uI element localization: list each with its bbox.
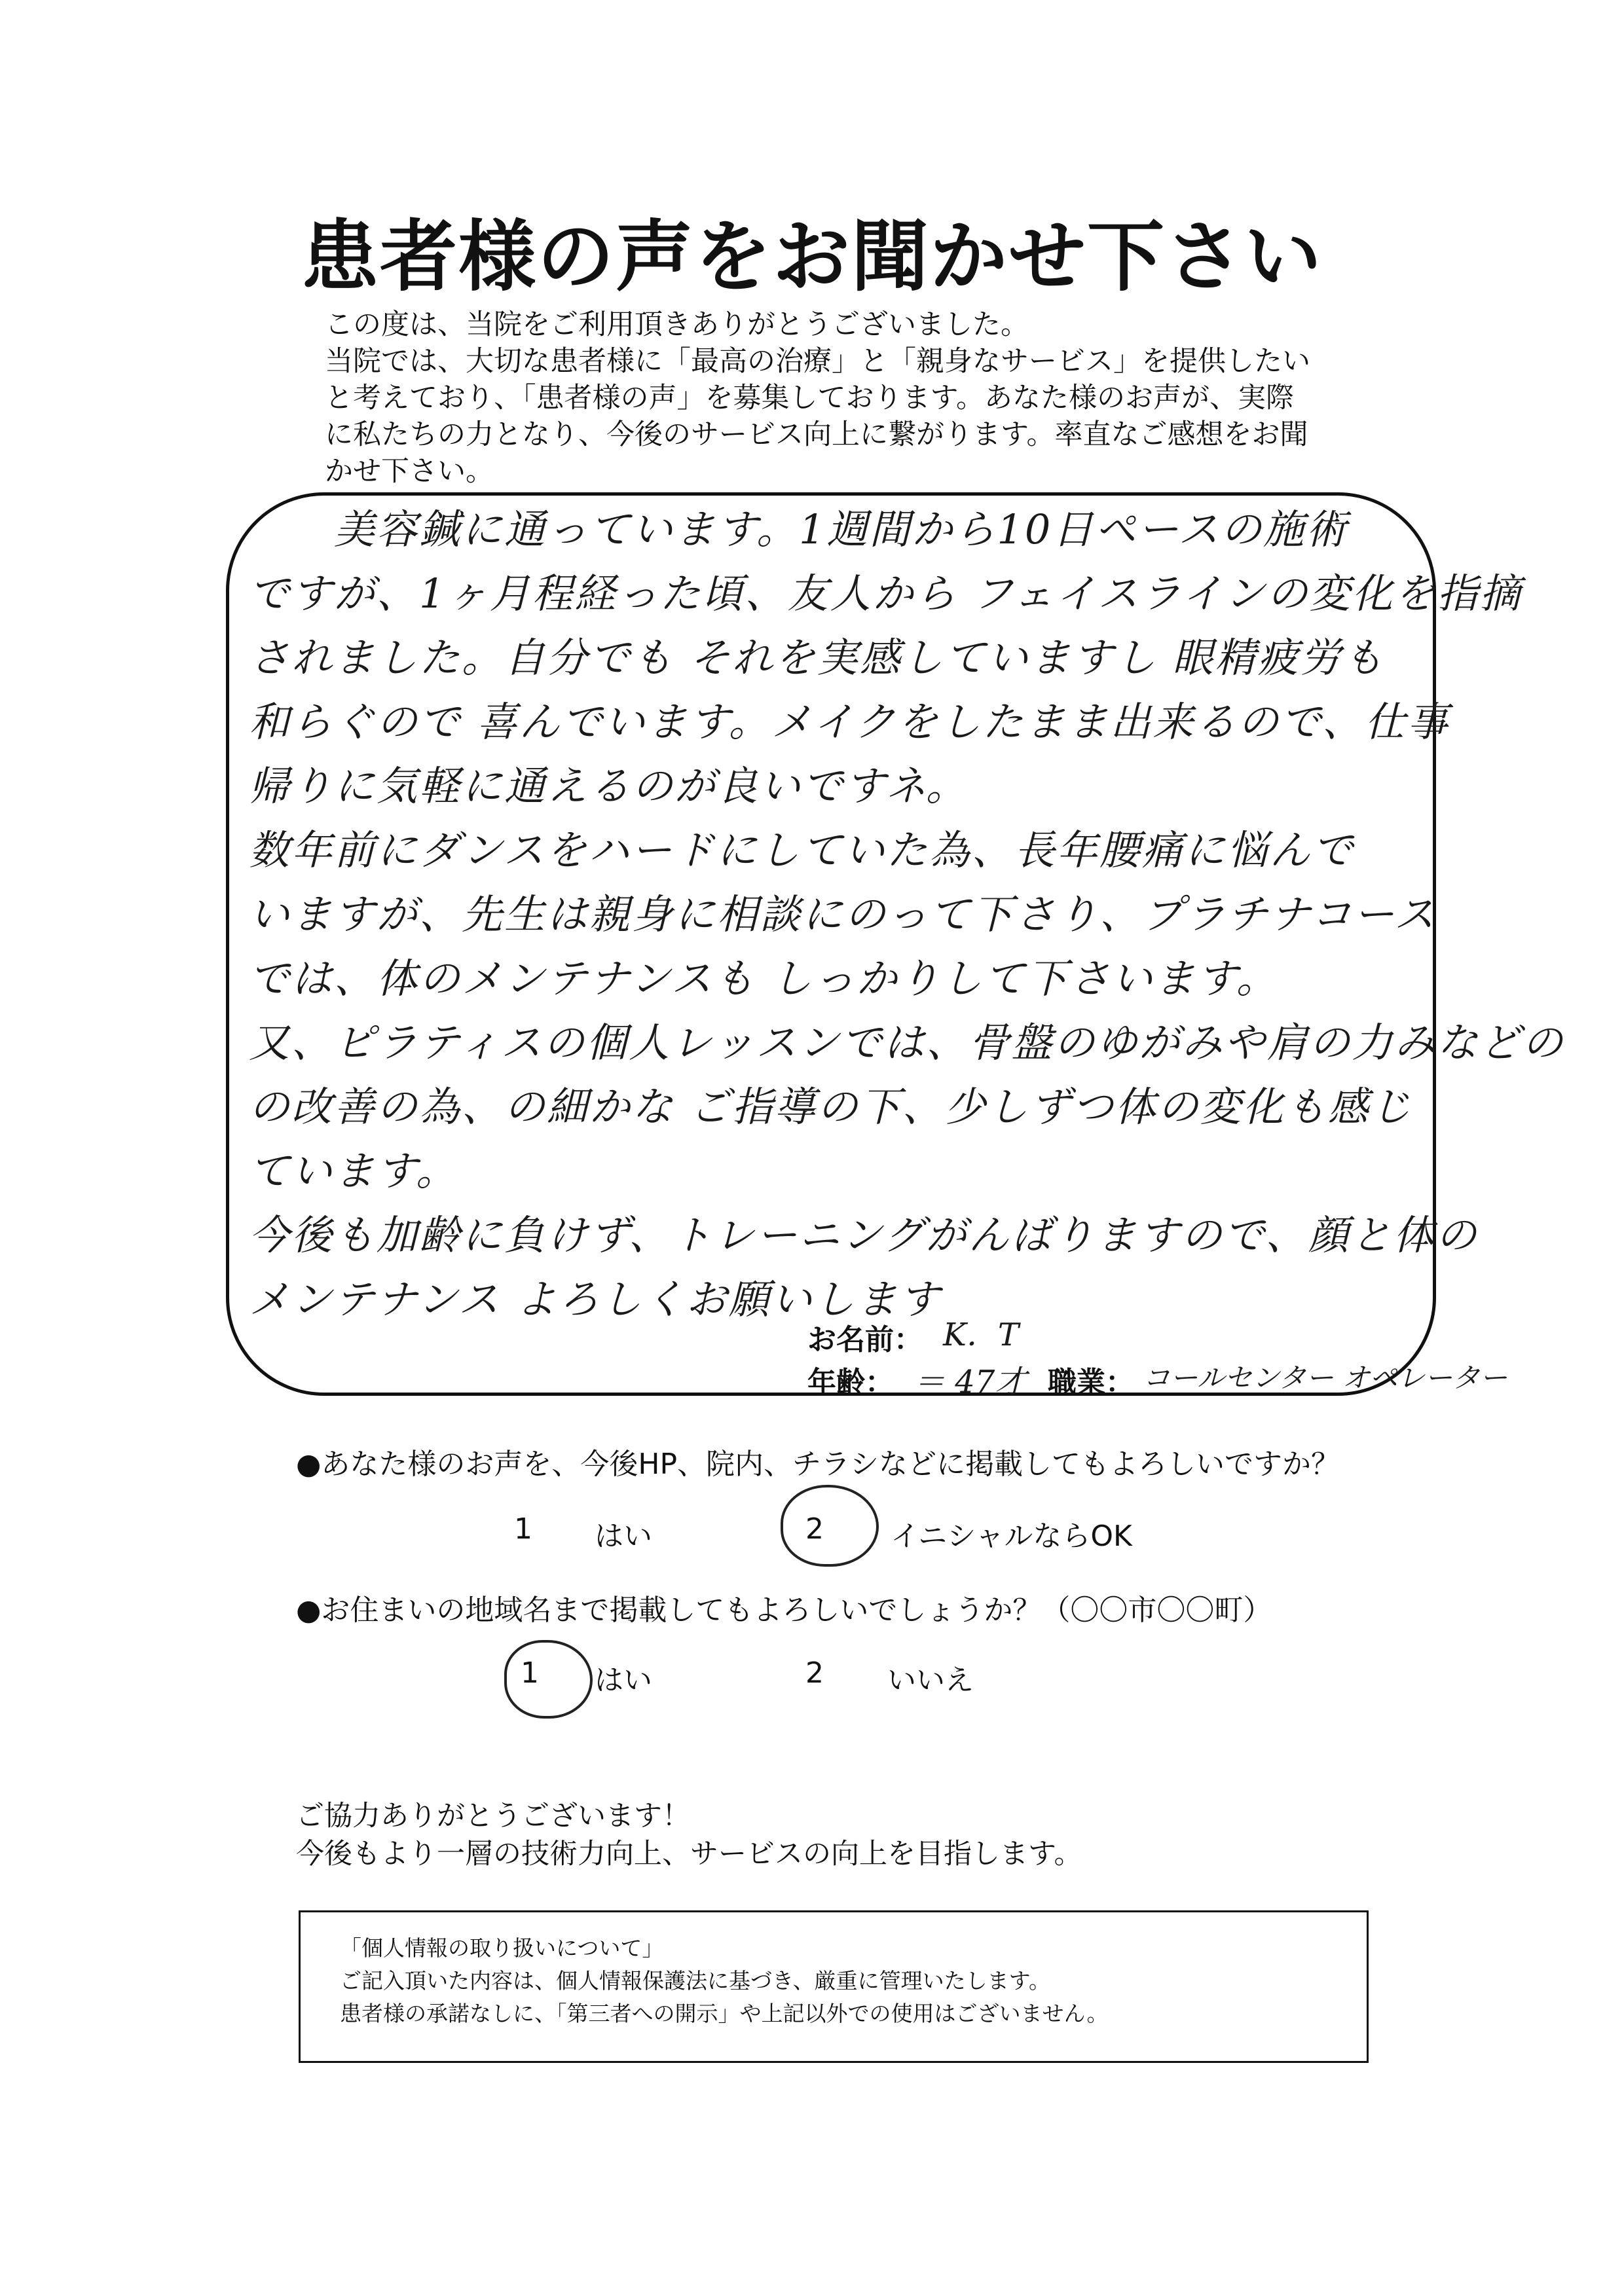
privacy-line: ご記入頂いた内容は、個人情報保護法に基づき、厳重に管理いたします。 <box>340 1968 1051 1994</box>
privacy-notice <box>299 1910 1369 2063</box>
comment-line: の改善の為、の細かな ご指導の下、少しずつ体の変化も感じ <box>249 1083 1413 1131</box>
comment-line: 又、ピラティスの個人レッスンでは、骨盤のゆがみや肩の力みなどの <box>249 1019 1565 1066</box>
thanks-message <box>296 1797 1082 1873</box>
comment-line: ですが、1ヶ月程経った頃、友人から フェイスラインの変化を指摘 <box>249 570 1522 617</box>
thanks-line: 今後もより一層の技術力向上、サービスの向上を目指します。 <box>296 1838 1082 1870</box>
name-label: お名前： <box>807 1323 923 1357</box>
intro-line: 当院では、大切な患者様に「最高の治療」と「親身なサービス」を提供したい <box>325 345 1310 378</box>
selection-circle <box>781 1485 879 1567</box>
comment-line: メンテナンス よろしくお願いします <box>249 1275 942 1323</box>
intro-line: かせ下さい。 <box>325 455 494 488</box>
selection-circle <box>504 1640 593 1719</box>
comment-line: 帰りに気軽に通えるのが良いですネ。 <box>249 762 969 810</box>
intro-text <box>325 306 1399 490</box>
comment-line: 数年前にダンスをハードにしていた為、長年腰痛に悩んで <box>249 826 1355 874</box>
question-publish: ●あなた様のお声を、今後HP、院内、チラシなどに掲載してもよろしいですか？ <box>296 1448 1340 1481</box>
q2-option-2-label[interactable]: いいえ <box>887 1664 974 1697</box>
comment-line: されました。自分でも それを実感していますし 眼精疲労も <box>249 634 1386 682</box>
q2-option-1-number[interactable]: 1 <box>521 1656 539 1690</box>
q1-option-2-label[interactable]: イニシャルならOK <box>891 1520 1132 1553</box>
q2-option-2-number[interactable]: 2 <box>805 1656 824 1690</box>
comment-line: 今後も加齢に負けず、トレーニングがんばりますので、顔と体の <box>249 1211 1479 1259</box>
comment-line: 和らぐので 喜んでいます。メイクをしたまま出来るので、仕事 <box>249 698 1450 746</box>
thanks-line: ご協力ありがとうございます！ <box>296 1800 690 1832</box>
privacy-line: 患者様の承諾なしに、「第三者への開示」や上記以外での使用はございません。 <box>340 2001 1109 2026</box>
q1-option-2-number[interactable]: 2 <box>805 1512 824 1546</box>
page-title: 患者様の声をお聞かせ下さい <box>301 211 1323 302</box>
q1-option-1-label[interactable]: はい <box>595 1520 652 1553</box>
q1-option-1-number[interactable]: 1 <box>514 1512 532 1546</box>
comment-line: 美容鍼に通っています。1週間から10日ペースの施術 <box>334 505 1349 553</box>
question-region: ●お住まいの地域名まで掲載してもよろしいでしょうか？（〇〇市〇〇町） <box>296 1594 1272 1627</box>
handwritten-comment <box>249 498 1565 1332</box>
comment-line: では、体のメンテナンスも しっかりして下さいます。 <box>249 955 1279 1002</box>
intro-line: この度は、当院をご利用頂きありがとうございました。 <box>325 308 1029 341</box>
name-value: K．T <box>943 1317 1019 1353</box>
intro-line: に私たちの力となり、今後のサービス向上に繋がります。率直なご感想をお聞 <box>325 418 1308 451</box>
q2-option-1-label[interactable]: はい <box>595 1664 652 1697</box>
comment-line: いますが、先生は親身に相談にのって下さり、プラチナコース <box>249 890 1437 938</box>
privacy-heading: 「個人情報の取り扱いについて」 <box>340 1935 664 1961</box>
comment-line: ています。 <box>249 1147 459 1195</box>
age-value: ＝ 47才 <box>913 1364 1027 1400</box>
job-value: コールセンター オペレーター <box>1143 1362 1507 1394</box>
job-label: 職業： <box>1048 1366 1134 1399</box>
intro-line: と考えており、「患者様の声」を募集しております。あなた様のお声が、実際 <box>325 382 1295 414</box>
age-label: 年齢： <box>807 1366 894 1399</box>
